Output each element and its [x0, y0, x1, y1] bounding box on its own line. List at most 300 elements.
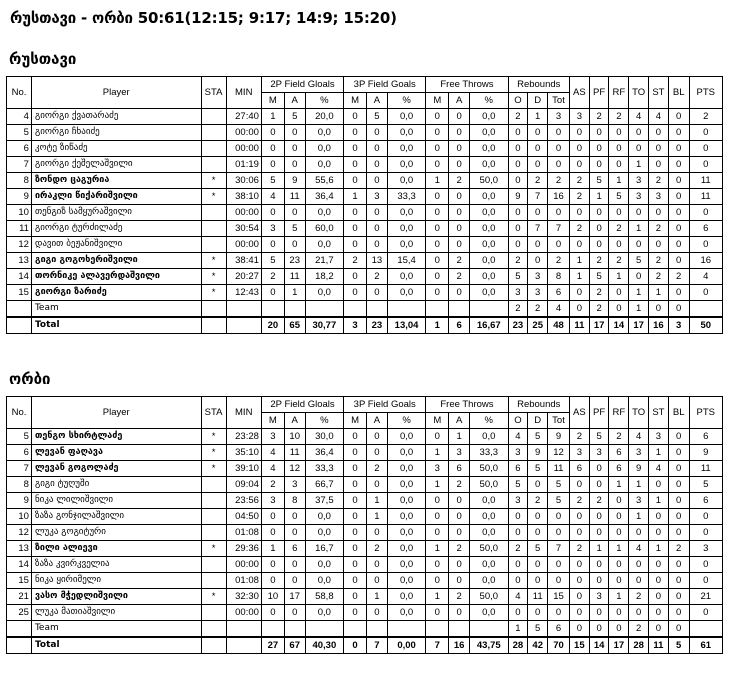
empty-cell [7, 637, 32, 654]
stat-reb-d: 0 [528, 237, 548, 253]
team-row [7, 301, 723, 318]
stat-fg3-m: 0 [344, 525, 367, 541]
stat-rf: 0 [609, 141, 629, 157]
stat-fg3-pct: 0,0 [387, 429, 426, 445]
stat-reb-d: 0 [528, 125, 548, 141]
col-m-subheader: M [261, 93, 284, 109]
stat-fg3-m: 0 [344, 237, 367, 253]
stat-fg3-a: 1 [367, 589, 388, 605]
total-ft-pct: 16,67 [470, 317, 509, 334]
total-pts: 50 [689, 317, 722, 334]
stat-fg3-a: 0 [367, 285, 388, 301]
stat-pts: 2 [689, 109, 722, 125]
stat-reb-o: 0 [508, 509, 528, 525]
stat-as: 2 [569, 189, 589, 205]
player-name: ნიკა ყირიმელი [31, 573, 201, 589]
total-to: 17 [629, 317, 649, 334]
minutes: 00:00 [226, 125, 261, 141]
stat-rf: 2 [609, 429, 629, 445]
stat-reb-o: 6 [508, 461, 528, 477]
player-name: ირაკლი წიქარიშვილი [31, 189, 201, 205]
table-row [7, 237, 723, 253]
game-title: რუსთავი - ორბი 50:61(12:15; 9:17; 14:9; 15:20) [10, 9, 397, 27]
stat-fg2-a: 11 [284, 189, 305, 205]
stat-fg3-m: 0 [344, 477, 367, 493]
starter-mark [201, 493, 226, 509]
stat-fg2-m: 2 [261, 269, 284, 285]
stat-reb-tot: 0 [548, 141, 570, 157]
stat-to: 3 [629, 493, 649, 509]
player-name: ვასო მჭედლიშვილი [31, 589, 201, 605]
stat-as: 1 [569, 253, 589, 269]
empty-cell [344, 621, 367, 638]
stat-rf: 6 [609, 445, 629, 461]
stat-bl: 0 [668, 509, 689, 525]
stat-bl: 0 [668, 429, 689, 445]
stat-bl: 0 [668, 109, 689, 125]
player-name: ნიკა ლილიშვილი [31, 493, 201, 509]
stat-reb-d: 7 [528, 189, 548, 205]
col-player-header: Player [31, 77, 201, 109]
stat-pf: 0 [589, 205, 609, 221]
col-pct-subheader: % [305, 93, 344, 109]
col-a-subheader: A [449, 413, 470, 429]
stat-fg2-a: 3 [284, 477, 305, 493]
col-rf-header: RF [609, 77, 629, 109]
stat-to: 0 [629, 237, 649, 253]
stat-pf: 0 [589, 573, 609, 589]
stat-ft-a: 0 [449, 109, 470, 125]
total-row [7, 317, 723, 334]
starter-mark: * [201, 189, 226, 205]
stat-bl: 0 [668, 573, 689, 589]
empty-cell [689, 621, 722, 638]
stat-fg2-m: 0 [261, 285, 284, 301]
empty-cell [470, 621, 509, 638]
stat-reb-o: 0 [508, 125, 528, 141]
empty-cell [226, 621, 261, 638]
stat-reb-tot: 15 [548, 589, 570, 605]
col-ft-header: Free Throws [426, 397, 508, 413]
stat-st: 0 [649, 477, 669, 493]
stat-fg2-pct: 0,0 [305, 285, 344, 301]
stat-ft-pct: 33,3 [470, 445, 509, 461]
player-number: 13 [7, 541, 32, 557]
stat-fg3-pct: 0,0 [387, 269, 426, 285]
stat-reb-tot: 0 [548, 205, 570, 221]
stat-st: 0 [649, 509, 669, 525]
col-a-subheader: A [367, 93, 388, 109]
stat-fg2-a: 8 [284, 493, 305, 509]
stat-pf: 0 [589, 509, 609, 525]
player-name: თენგიზ სამყურაშვილი [31, 205, 201, 221]
stat-pts: 0 [689, 525, 722, 541]
total-reb-tot: 70 [548, 637, 570, 654]
player-name: დავით ბეჟანიშვილი [31, 237, 201, 253]
stat-ft-m: 0 [426, 141, 449, 157]
stat-as: 0 [569, 205, 589, 221]
empty-cell [284, 301, 305, 318]
stat-pf: 1 [589, 541, 609, 557]
stat-fg2-pct: 0,0 [305, 237, 344, 253]
stat-ft-m: 0 [426, 157, 449, 173]
stat-fg3-pct: 0,0 [387, 109, 426, 125]
table-row [7, 461, 723, 477]
stat-fg3-a: 0 [367, 157, 388, 173]
minutes: 12:43 [226, 285, 261, 301]
col-pf-header: PF [589, 77, 609, 109]
player-number: 7 [7, 157, 32, 173]
stat-fg2-a: 1 [284, 285, 305, 301]
stat-as: 0 [569, 557, 589, 573]
stat-to: 4 [629, 429, 649, 445]
table-row [7, 557, 723, 573]
stat-fg3-a: 0 [367, 557, 388, 573]
stat-fg3-m: 0 [344, 493, 367, 509]
stat-pts: 9 [689, 445, 722, 461]
stat-to: 4 [629, 109, 649, 125]
empty-cell [367, 621, 388, 638]
stat-bl: 0 [668, 589, 689, 605]
starter-mark [201, 125, 226, 141]
stat-reb-d: 0 [528, 605, 548, 621]
stat-ft-pct: 50,0 [470, 461, 509, 477]
starter-mark: * [201, 285, 226, 301]
stat-fg2-pct: 20,0 [305, 109, 344, 125]
minutes: 00:00 [226, 237, 261, 253]
stat-ft-a: 2 [449, 269, 470, 285]
stat-pts: 0 [689, 285, 722, 301]
stat-st: 0 [649, 557, 669, 573]
total-to: 28 [629, 637, 649, 654]
stat-reb-d: 0 [528, 573, 548, 589]
stat-fg3-pct: 0,0 [387, 493, 426, 509]
col-o-subheader: O [508, 413, 528, 429]
stat-to: 2 [629, 589, 649, 605]
stat-fg3-m: 0 [344, 205, 367, 221]
stat-fg2-pct: 36,4 [305, 189, 344, 205]
stat-fg2-a: 11 [284, 269, 305, 285]
stat-pts: 0 [689, 205, 722, 221]
col-min-header: MIN [226, 397, 261, 429]
stat-reb-d: 1 [528, 109, 548, 125]
stat-fg2-m: 5 [261, 253, 284, 269]
stat-bl: 0 [668, 557, 689, 573]
empty-cell [261, 301, 284, 318]
stat-fg3-pct: 0,0 [387, 285, 426, 301]
stat-ft-a: 6 [449, 461, 470, 477]
stat-reb-o: 0 [508, 573, 528, 589]
player-number: 10 [7, 205, 32, 221]
stat-fg3-m: 0 [344, 605, 367, 621]
box-score-table-1 [6, 76, 723, 334]
stat-as: 1 [569, 269, 589, 285]
stat-pf: 0 [589, 221, 609, 237]
stat-pf: 0 [589, 525, 609, 541]
minutes: 00:00 [226, 205, 261, 221]
stat-fg3-m: 0 [344, 173, 367, 189]
stat-fg2-m: 0 [261, 141, 284, 157]
stat-ft-pct: 0,0 [470, 285, 509, 301]
team-pf: 0 [589, 621, 609, 638]
empty-cell [387, 621, 426, 638]
player-number: 11 [7, 221, 32, 237]
empty-cell [426, 301, 449, 318]
stat-bl: 0 [668, 221, 689, 237]
stat-rf: 2 [609, 253, 629, 269]
total-fg2-a: 67 [284, 637, 305, 654]
stat-ft-pct: 0,0 [470, 125, 509, 141]
stat-ft-m: 0 [426, 189, 449, 205]
team-as: 0 [569, 301, 589, 318]
team-tot: 4 [548, 301, 570, 318]
minutes: 30:54 [226, 221, 261, 237]
stat-fg2-pct: 0,0 [305, 205, 344, 221]
stat-reb-tot: 7 [548, 541, 570, 557]
col-3p-header: 3P Field Goals [344, 77, 426, 93]
stat-reb-d: 0 [528, 141, 548, 157]
stat-bl: 0 [668, 125, 689, 141]
stat-st: 3 [649, 429, 669, 445]
stat-fg3-m: 0 [344, 541, 367, 557]
minutes: 32:30 [226, 589, 261, 605]
starter-mark: * [201, 461, 226, 477]
stat-fg2-a: 0 [284, 525, 305, 541]
total-reb-o: 23 [508, 317, 528, 334]
stat-bl: 2 [668, 269, 689, 285]
stat-ft-m: 3 [426, 461, 449, 477]
stat-fg3-a: 1 [367, 509, 388, 525]
stat-rf: 0 [609, 493, 629, 509]
stat-reb-tot: 0 [548, 509, 570, 525]
stat-rf: 0 [609, 525, 629, 541]
stat-rf: 0 [609, 205, 629, 221]
stat-as: 3 [569, 445, 589, 461]
col-no-header: No. [7, 77, 32, 109]
stat-ft-a: 1 [449, 429, 470, 445]
stat-fg2-a: 10 [284, 429, 305, 445]
col-reb-header: Rebounds [508, 77, 569, 93]
stat-st: 2 [649, 221, 669, 237]
stat-pts: 0 [689, 237, 722, 253]
total-label: Total [31, 637, 201, 654]
col-pct-subheader: % [387, 93, 426, 109]
total-label: Total [31, 317, 201, 334]
team-heading-2: ორბი [9, 370, 51, 388]
player-number: 6 [7, 445, 32, 461]
stat-ft-a: 2 [449, 173, 470, 189]
stat-fg2-m: 0 [261, 509, 284, 525]
total-pf: 14 [589, 637, 609, 654]
stat-reb-d: 2 [528, 173, 548, 189]
stat-pf: 1 [589, 189, 609, 205]
stat-ft-pct: 0,0 [470, 525, 509, 541]
total-fg2-pct: 40,30 [305, 637, 344, 654]
stat-reb-d: 0 [528, 525, 548, 541]
col-2p-header: 2P Field Gloals [261, 77, 343, 93]
starter-mark [201, 557, 226, 573]
minutes: 29:36 [226, 541, 261, 557]
minutes: 01:19 [226, 157, 261, 173]
stat-ft-pct: 0,0 [470, 141, 509, 157]
col-st-header: ST [649, 77, 669, 109]
team-pf: 2 [589, 301, 609, 318]
stat-fg2-m: 0 [261, 573, 284, 589]
total-rf: 17 [609, 637, 629, 654]
col-d-subheader: D [528, 93, 548, 109]
starter-mark [201, 221, 226, 237]
stat-fg2-a: 17 [284, 589, 305, 605]
col-player-header: Player [31, 397, 201, 429]
col-tot-subheader: Tot [548, 413, 570, 429]
stat-ft-m: 0 [426, 429, 449, 445]
stat-ft-m: 1 [426, 541, 449, 557]
stat-as: 0 [569, 509, 589, 525]
stat-fg2-m: 0 [261, 557, 284, 573]
stat-fg3-a: 0 [367, 429, 388, 445]
stat-fg2-a: 23 [284, 253, 305, 269]
team-st: 0 [649, 301, 669, 318]
stat-ft-m: 0 [426, 253, 449, 269]
stat-fg3-pct: 0,0 [387, 589, 426, 605]
empty-cell [226, 301, 261, 318]
stat-ft-m: 0 [426, 525, 449, 541]
stat-fg2-a: 12 [284, 461, 305, 477]
stat-fg3-pct: 0,0 [387, 605, 426, 621]
stat-reb-d: 5 [528, 541, 548, 557]
stat-fg2-m: 3 [261, 221, 284, 237]
total-pts: 61 [689, 637, 722, 654]
stat-reb-d: 0 [528, 557, 548, 573]
stat-fg3-m: 0 [344, 509, 367, 525]
total-reb-d: 25 [528, 317, 548, 334]
empty-cell [305, 301, 344, 318]
stat-fg3-pct: 0,0 [387, 525, 426, 541]
stat-ft-m: 0 [426, 221, 449, 237]
starter-mark: * [201, 429, 226, 445]
stat-rf: 0 [609, 157, 629, 173]
stat-ft-pct: 0,0 [470, 557, 509, 573]
team-row-label: Team [31, 621, 201, 638]
col-pts-header: PTS [689, 77, 722, 109]
stat-ft-pct: 0,0 [470, 429, 509, 445]
stat-st: 0 [649, 605, 669, 621]
table-row [7, 189, 723, 205]
stat-fg3-a: 0 [367, 477, 388, 493]
col-pts-header: PTS [689, 397, 722, 429]
stat-fg2-m: 1 [261, 541, 284, 557]
stat-st: 1 [649, 493, 669, 509]
minutes: 35:10 [226, 445, 261, 461]
team-tot: 6 [548, 621, 570, 638]
player-number: 9 [7, 493, 32, 509]
stat-fg2-pct: 36,4 [305, 445, 344, 461]
box-score-table-2 [6, 396, 723, 654]
total-st: 11 [649, 637, 669, 654]
stat-pts: 6 [689, 493, 722, 509]
stat-pf: 0 [589, 157, 609, 173]
minutes: 23:56 [226, 493, 261, 509]
stat-fg3-a: 0 [367, 125, 388, 141]
stat-fg2-a: 0 [284, 605, 305, 621]
stat-reb-o: 0 [508, 525, 528, 541]
player-name: თორნიკე ალავერდაშვილი [31, 269, 201, 285]
stat-rf: 5 [609, 189, 629, 205]
player-number: 5 [7, 125, 32, 141]
stat-reb-d: 0 [528, 253, 548, 269]
stat-fg2-pct: 0,0 [305, 509, 344, 525]
stat-reb-tot: 7 [548, 221, 570, 237]
stat-fg2-pct: 37,5 [305, 493, 344, 509]
stat-pf: 2 [589, 285, 609, 301]
stat-st: 4 [649, 461, 669, 477]
stat-ft-a: 0 [449, 157, 470, 173]
stat-ft-a: 0 [449, 205, 470, 221]
stat-reb-o: 3 [508, 445, 528, 461]
minutes: 39:10 [226, 461, 261, 477]
stat-pts: 4 [689, 269, 722, 285]
player-number: 25 [7, 605, 32, 621]
stat-bl: 0 [668, 525, 689, 541]
stat-st: 2 [649, 253, 669, 269]
stat-st: 0 [649, 573, 669, 589]
total-fg2-a: 65 [284, 317, 305, 334]
player-name: ზაზა კვირკველია [31, 557, 201, 573]
col-rf-header: RF [609, 397, 629, 429]
stat-ft-m: 0 [426, 269, 449, 285]
total-fg3-pct: 0,00 [387, 637, 426, 654]
total-reb-tot: 48 [548, 317, 570, 334]
total-reb-d: 42 [528, 637, 548, 654]
stat-reb-o: 2 [508, 541, 528, 557]
stat-fg3-m: 0 [344, 141, 367, 157]
empty-cell [201, 317, 226, 334]
stat-st: 0 [649, 125, 669, 141]
player-name: ლევან გოგოლაძე [31, 461, 201, 477]
stat-pts: 6 [689, 429, 722, 445]
stat-ft-a: 0 [449, 125, 470, 141]
stat-fg3-m: 0 [344, 125, 367, 141]
empty-cell [7, 621, 32, 638]
stat-reb-d: 0 [528, 205, 548, 221]
stat-rf: 1 [609, 269, 629, 285]
player-name: გიგი ტუღუში [31, 477, 201, 493]
total-ft-a: 6 [449, 317, 470, 334]
col-m-subheader: M [344, 413, 367, 429]
stat-to: 0 [629, 125, 649, 141]
stat-fg3-pct: 33,3 [387, 189, 426, 205]
player-name: გიორგი ტურძილაძე [31, 221, 201, 237]
stat-bl: 0 [668, 605, 689, 621]
stat-fg2-pct: 66,7 [305, 477, 344, 493]
stat-ft-a: 0 [449, 493, 470, 509]
total-ft-m: 7 [426, 637, 449, 654]
stat-as: 0 [569, 525, 589, 541]
stat-reb-tot: 16 [548, 189, 570, 205]
team-bl: 0 [668, 301, 689, 318]
stat-reb-d: 0 [528, 509, 548, 525]
empty-cell [261, 621, 284, 638]
stat-reb-d: 3 [528, 269, 548, 285]
table-row [7, 493, 723, 509]
empty-cell [449, 301, 470, 318]
table-row [7, 157, 723, 173]
stat-reb-tot: 0 [548, 125, 570, 141]
stat-fg3-a: 0 [367, 237, 388, 253]
total-fg3-a: 7 [367, 637, 388, 654]
stat-fg3-pct: 0,0 [387, 509, 426, 525]
stat-fg3-m: 0 [344, 157, 367, 173]
